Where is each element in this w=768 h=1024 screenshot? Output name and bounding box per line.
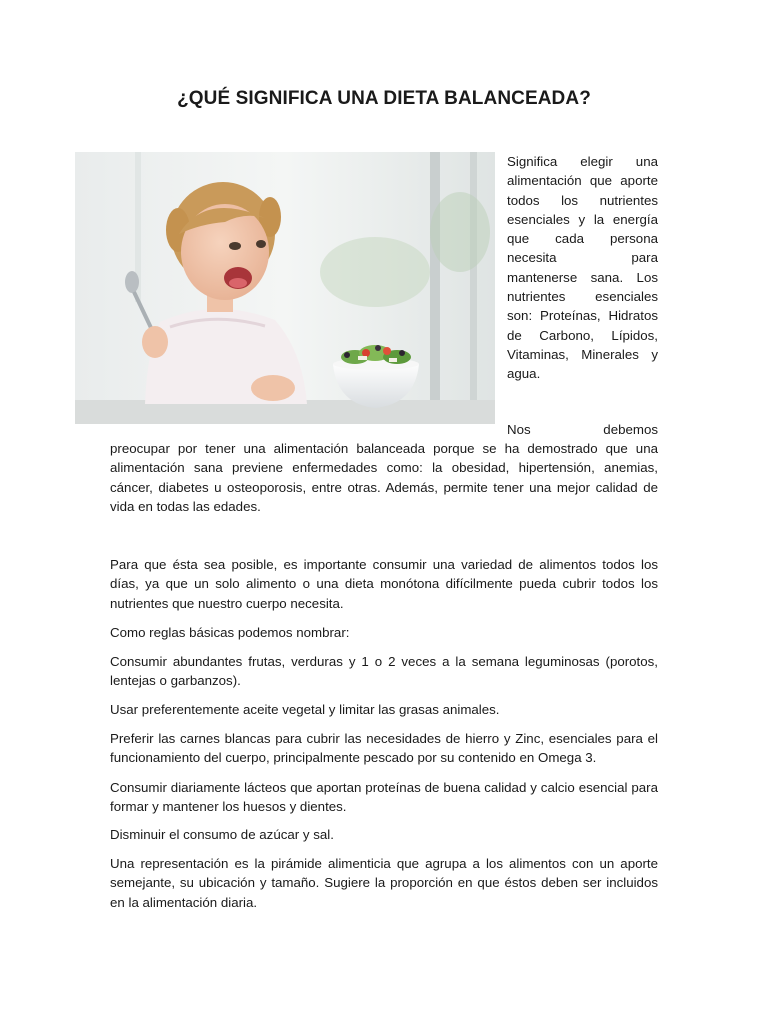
health-benefits-paragraph: preocupar por tener una alimentación balanceada porque se ha demostrado que una alimentación sana previene enfermedades como: la obesidad, hipertensión, anemias, cáncer, diabetes u osteoporosis, entre otras. Además, permite tener una mejor calidad de vida en todas las edades. [110,441,658,514]
rule-item: Preferir las carnes blancas para cubrir las necesidades de hierro y Zinc, esenciales para el funcionamiento del cuerpo, principalmente pescado por su contenido en Omega 3. [110,731,658,766]
rule-item: Disminuir el consumo de azúcar y sal. [110,827,334,842]
rule-item: Usar preferentemente aceite vegetal y limitar las grasas animales. [110,702,500,717]
rule-item: Consumir diariamente lácteos que aportan proteínas de buena calidad y calcio esencial para formar y mantener los huesos y dientes. [110,780,658,815]
rules-intro: Como reglas básicas podemos nombrar: [110,625,350,640]
page-title: ¿QUÉ SIGNIFICA UNA DIETA BALANCEADA? [177,88,591,109]
definition-paragraph: Significa elegir una alimentación que aporte todos los nutrientes esenciales y la energía que cada persona necesita para mantenerse sana. Los nutrientes esenciales son: Proteínas, Hidratos de Carbono, Lípidos, Vitaminas, Minerales y agua. [507,154,658,382]
paragraph-start-word: debemos [603,422,658,437]
paragraph-start-word: Nos [507,422,531,437]
paragraph-start-line [507,420,658,439]
variety-paragraph: Para que ésta sea posible, es importante consumir una variedad de alimentos todos los días, ya que un solo alimento o una dieta monótona difícilmente pueda cubrir todos los nutrientes que nuestro cuerpo necesita. [110,557,658,611]
rule-item: Consumir abundantes frutas, verduras y 1 o 2 veces a la semana leguminosas (porotos, lentejas o garbanzos). [110,654,658,689]
child-eating-salad-photo [75,152,495,424]
pyramid-paragraph: Una representación es la pirámide alimenticia que agrupa a los alimentos con un aporte semejante, su ubicación y tamaño. Sugiere la proporción en que éstos deben ser incluidos en la alimentación diaria. [110,856,658,910]
